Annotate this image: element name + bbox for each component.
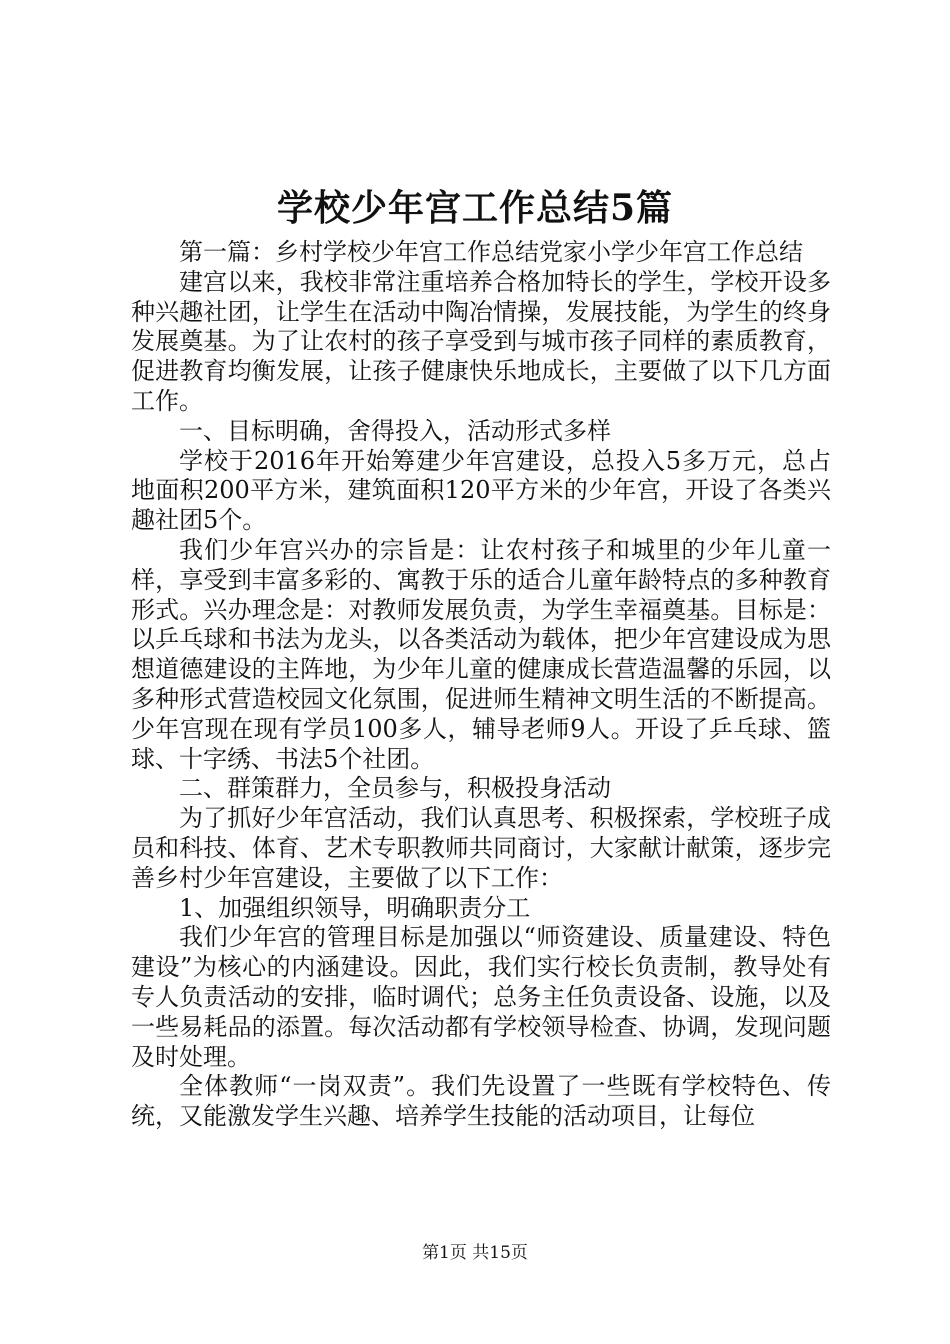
page-number-footer: 第1页 共15页 xyxy=(422,1243,528,1263)
document-title: 学校少年宫工作总结5篇 xyxy=(276,187,674,229)
section-heading: 第一篇：乡村学校少年宫工作总结党家小学少年宫工作总结 xyxy=(179,238,803,266)
paragraph: 学校于2016年开始筹建少年宫建设，总投入5多万元，总占地面积200平方米，建筑面积120平方米的少年宫，开设了各类兴趣社团5个。 xyxy=(131,446,831,535)
paragraph: 建宫以来，我校非常注重培养合格加特长的学生，学校开设多种兴趣社团，让学生在活动中陶冶情操，发展技能，为学生的终身发展奠基。为了让农村的孩子享受到与城市孩子同样的素质教育，促进教育均衡发展，让孩子健康快乐地成长，主要做了以下几方面工作。 xyxy=(131,267,831,415)
paragraph: 我们少年宫的管理目标是加强以“师资建设、质量建设、特色建设”为核心的内涵建设。因此，我们实行校长负责制，教导处有专人负责活动的安排，临时调代；总务主任负责设备、设施，以及一些易耗品的添置。每次活动都有学校领导检查、协调，发现问题及时处理。 xyxy=(131,923,831,1071)
paragraph: 我们少年宫兴办的宗旨是：让农村孩子和城里的少年儿童一样，享受到丰富多彩的、寓教于乐的适合儿童年龄特点的多种教育形式。兴办理念是：对教师发展负责，为学生幸福奠基。目标是：以乒乓球和书法为龙头，以各类活动为载体，把少年宫建设成为思想道德建设的主阵地，为少年儿童的健康成长营造温馨的乐园，以多种形式营造校园文化氛围，促进师生精神文明生活的不断提高。少年宫现在现有学员100多人，辅导老师9人。开设了乒乓球、篮球、十字绣、书法5个社团。 xyxy=(131,535,831,773)
subsection-heading: 1、加强组织领导，明确职责分工 xyxy=(179,893,531,922)
section-heading: 二、群策群力，全员参与，积极投身活动 xyxy=(179,774,611,803)
paragraph: 为了抓好少年宫活动，我们认真思考、积极探索，学校班子成员和科技、体育、艺术专职教师共同商讨，大家献计献策，逐步完善乡村少年宫建设，主要做了以下工作： xyxy=(131,804,831,892)
paragraph: 全体教师“一岗双责”。我们先设置了一些既有学校特色、传统，又能激发学生兴趣、培养学生技能的活动项目，让每位 xyxy=(131,1072,831,1131)
document-body xyxy=(131,238,831,1132)
section-heading: 一、目标明确，舍得投入，活动形式多样 xyxy=(179,416,611,445)
